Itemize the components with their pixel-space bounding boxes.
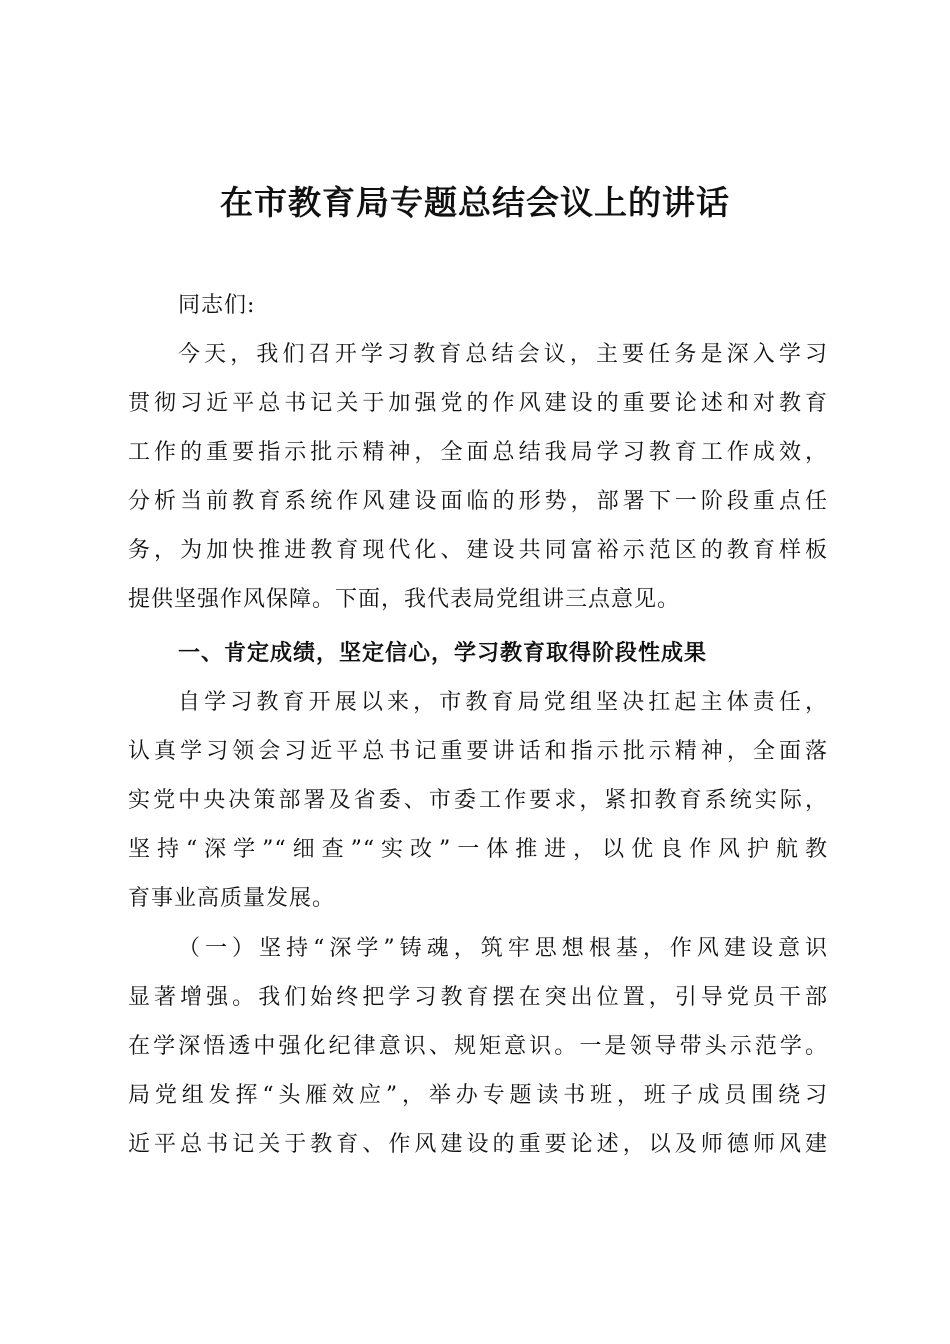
document-title: 在市教育局专题总结会议上的讲话 (220, 183, 730, 222)
text-line: 今天，我们召开学习教育总结会议，主要任务是深入学习 (178, 342, 828, 367)
text-line: 在学深悟透中强化纪律意识、规矩意识。一是领导带头示范学。 (128, 1034, 828, 1059)
text-line: 务，为加快推进教育现代化、建设共同富裕示范区的教育样板 (128, 538, 828, 563)
greeting: 同志们: (178, 293, 256, 318)
text-line: 分析当前教育系统作风建设面临的形势，部署下一阶段重点任 (128, 489, 828, 514)
text-line: 认真学习领会习近平总书记重要讲话和指示批示精神，全面落 (128, 739, 828, 764)
text-line: （一）坚持“深学”铸魂，筑牢思想根基，作风建设意识 (178, 936, 828, 961)
text-line: 提供坚强作风保障。下面，我代表局党组讲三点意见。 (128, 587, 681, 612)
text-line: 局党组发挥“头雁效应”，举办专题读书班，班子成员围绕习 (128, 1083, 828, 1108)
text-line: 工作的重要指示批示精神，全面总结我局学习教育工作成效， (128, 440, 828, 465)
text-line: 显著增强。我们始终把学习教育摆在突出位置，引导党员干部 (128, 985, 828, 1010)
text-line: 自学习教育开展以来，市教育局党组坚决扛起主体责任， (178, 690, 828, 715)
section-heading: 一、肯定成绩，坚定信心，学习教育取得阶段性成果 (178, 641, 708, 666)
text-line: 育事业高质量发展。 (128, 886, 336, 911)
text-line: 近平总书记关于教育、作风建设的重要论述，以及师德师风建 (128, 1132, 828, 1157)
text-line: 贯彻习近平总书记关于加强党的作风建设的重要论述和对教育 (128, 391, 828, 416)
text-line: 实党中央决策部署及省委、市委工作要求，紧扣教育系统实际， (128, 788, 828, 813)
text-line: 坚持“深学”“细查”“实改”一体推进，以优良作风护航教 (128, 837, 828, 862)
